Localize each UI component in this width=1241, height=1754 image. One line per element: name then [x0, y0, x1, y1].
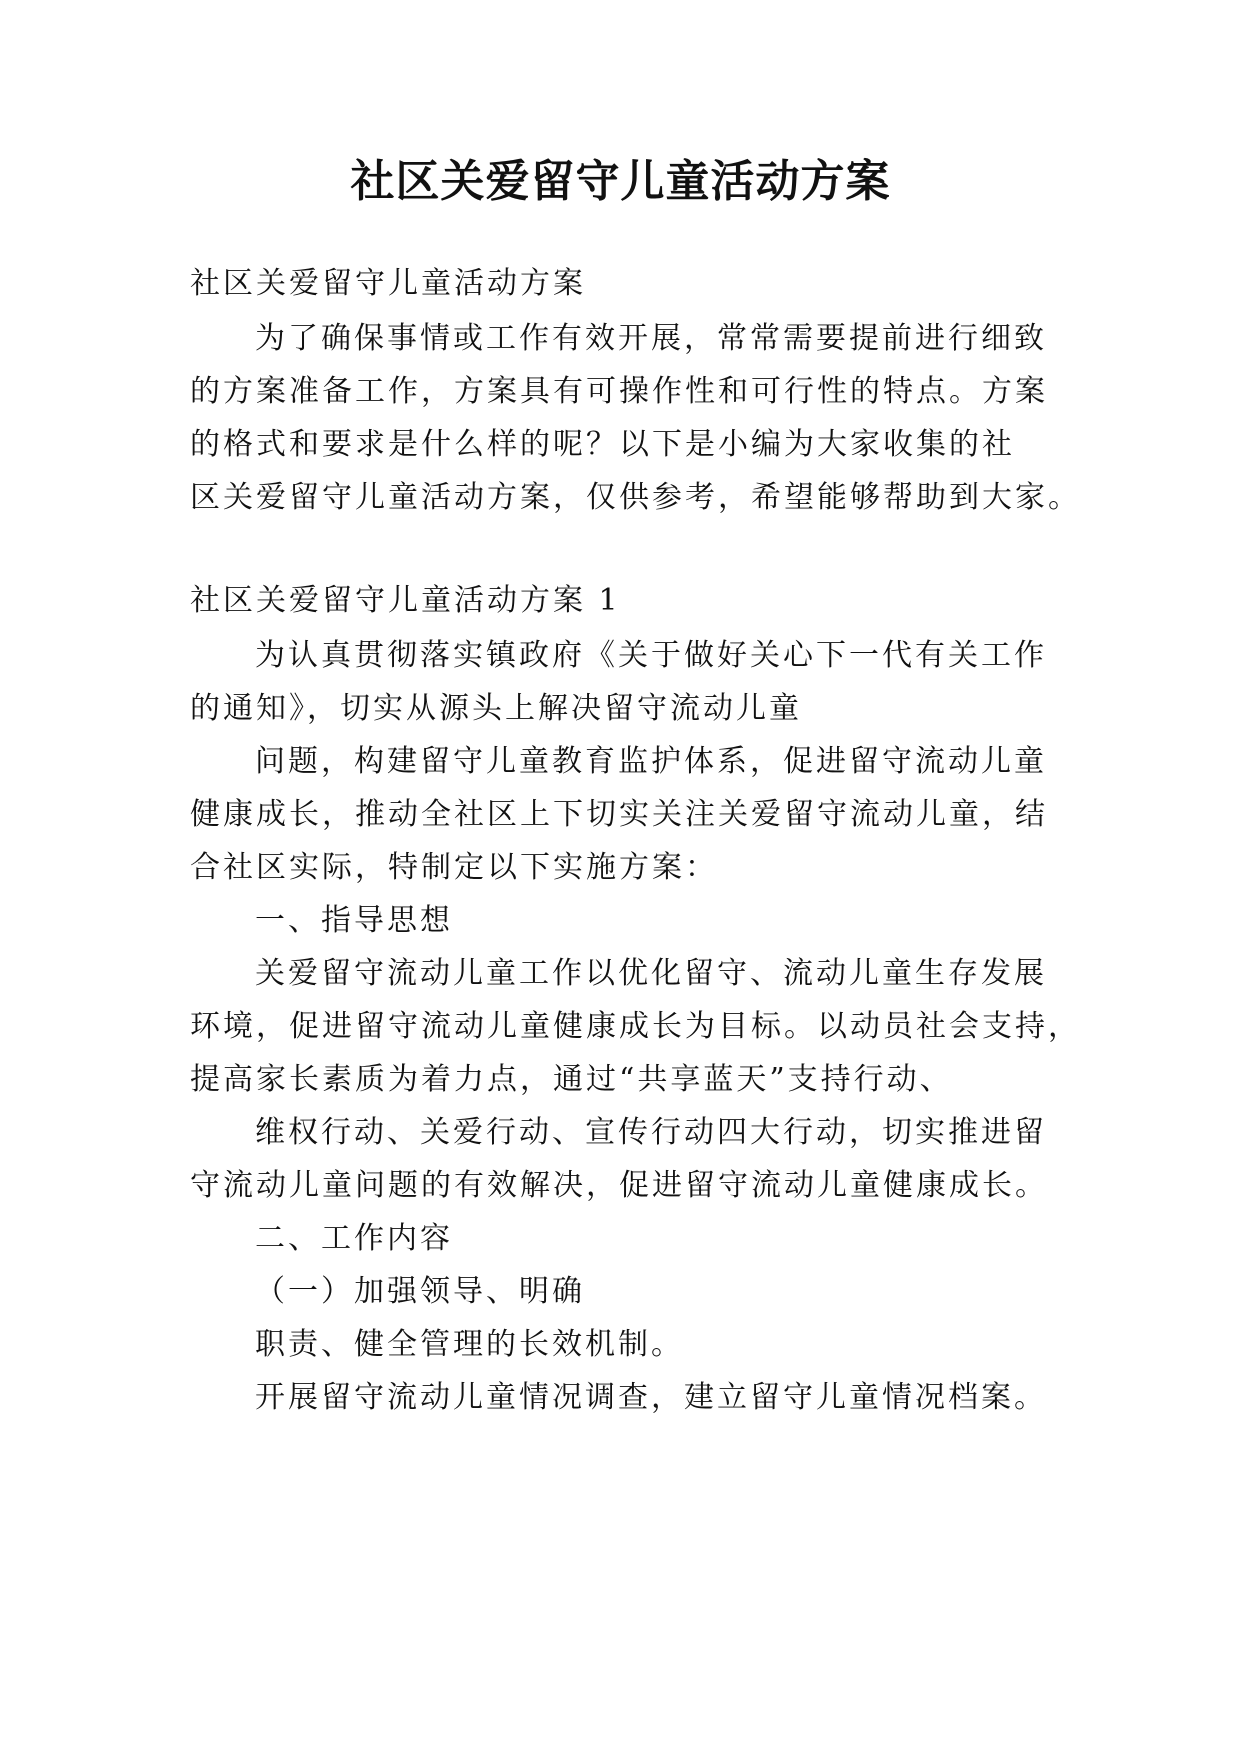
paragraph-line: 为认真贯彻落实镇政府《关于做好关心下一代有关工作: [255, 638, 1047, 673]
subheading: （一）加强领导、明确: [255, 1274, 585, 1309]
section-heading: 社区关爱留守儿童活动方案: [190, 266, 586, 301]
paragraph-line: 的方案准备工作，方案具有可操作性和可行性的特点。方案: [190, 374, 1048, 409]
paragraph-line: 环境，促进留守流动儿童健康成长为目标。以动员社会支持，: [190, 1009, 1081, 1044]
paragraph-line: 守流动儿童问题的有效解决，促进留守流动儿童健康成长。: [190, 1168, 1048, 1203]
subheading: 一、指导思想: [255, 903, 453, 938]
document-title: 社区关爱留守儿童活动方案: [350, 156, 891, 207]
paragraph-line: 问题，构建留守儿童教育监护体系，促进留守流动儿童: [255, 744, 1047, 779]
paragraph-line: 区关爱留守儿童活动方案，仅供参考，希望能够帮助到大家。: [190, 480, 1081, 515]
paragraph-line: 开展留守流动儿童情况调查，建立留守儿童情况档案。: [255, 1380, 1047, 1415]
paragraph-line: 关爱留守流动儿童工作以优化留守、流动儿童生存发展: [255, 956, 1047, 991]
paragraph-line: 为了确保事情或工作有效开展，常常需要提前进行细致: [255, 321, 1047, 356]
paragraph-line: 提高家长素质为着力点，通过“共享蓝天”支持行动、: [190, 1062, 953, 1097]
paragraph-line: 健康成长，推动全社区上下切实关注关爱留守流动儿童，结: [190, 797, 1048, 832]
paragraph-line: 维权行动、关爱行动、宣传行动四大行动，切实推进留: [255, 1115, 1047, 1150]
paragraph-line: 的格式和要求是什么样的呢？以下是小编为大家收集的社: [190, 427, 1015, 462]
subheading: 二、工作内容: [255, 1221, 453, 1256]
paragraph-line: 职责、健全管理的长效机制。: [255, 1327, 684, 1362]
section-heading: 社区关爱留守儿童活动方案 1: [190, 583, 621, 618]
paragraph-line: 合社区实际，特制定以下实施方案：: [190, 850, 718, 885]
paragraph-line: 的通知》，切实从源头上解决留守流动儿童: [190, 691, 802, 726]
